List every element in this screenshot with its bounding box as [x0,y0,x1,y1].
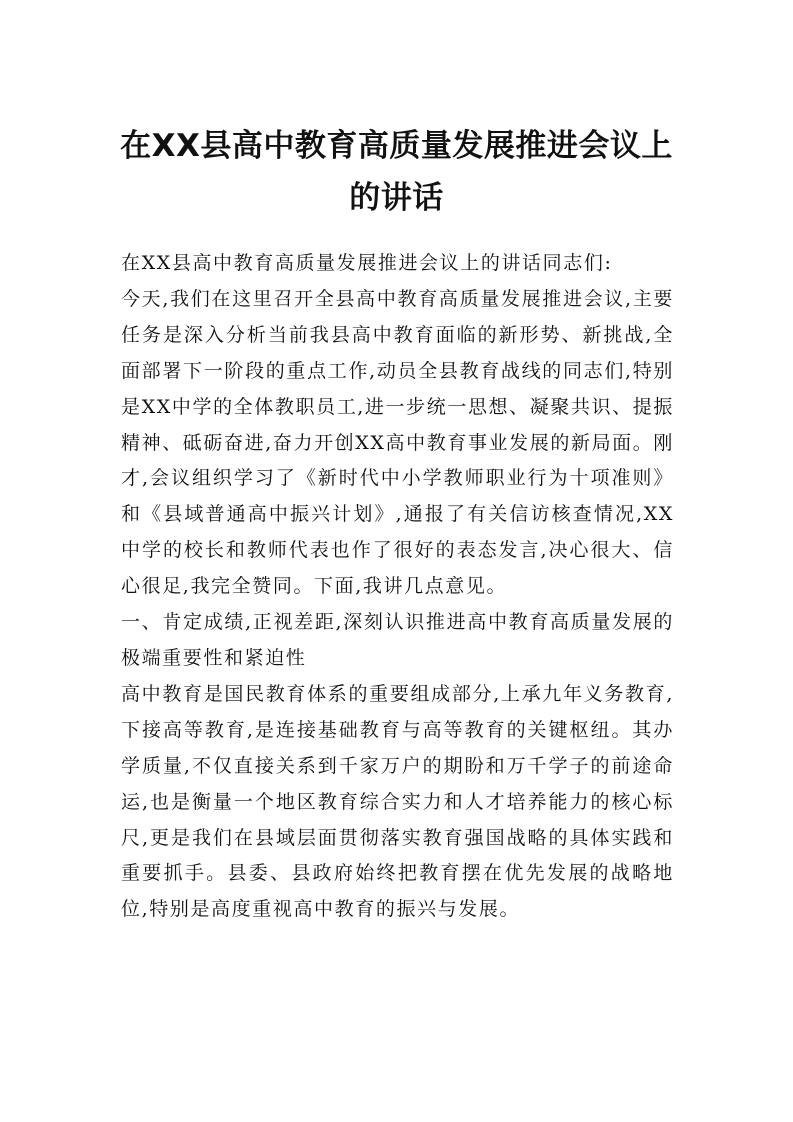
salutation-paragraph: 在XX县高中教育高质量发展推进会议上的讲话同志们: [121,252,613,274]
section-heading: 一、肯定成绩,正视差距,深刻认识推进高中教育高质量发展的极端重要性和紧迫性 [121,611,674,669]
document-body [121,246,674,928]
document-title: 在XX县高中教育高质量发展推进会议上的讲话 [120,128,673,216]
intro-paragraph: 今天,我们在这里召开全县高中教育高质量发展推进会议,主要任务是深入分析当前我县高中教育面临的新形势、新挑战,全面部署下一阶段的重点工作,动员全县教育战线的同志们,特别是XX中学的全体教职员工,进一步统一思想、凝聚共识、提振精神、砥砺奋进,奋力开创XX高中教育事业发展的新局面。刚才,会议组织学习了《新时代中小学教师职业行为十项准则》和《县域普通高中振兴计划》,通报了有关信访核查情况,XX中学的校长和教师代表也作了很好的表态发言,决心很大、信心很足,我完全赞同。下面,我讲几点意见。 [121,287,674,598]
body-paragraph: 高中教育是国民教育体系的重要组成部分,上承九年义务教育,下接高等教育,是连接基础教育与高等教育的关键枢纽。其办学质量,不仅直接关系到千家万户的期盼和万千学子的前途命运,也是衡量一个地区教育综合实力和人才培养能力的核心标尺,更是我们在县域层面贯彻落实教育强国战略的具体实践和重要抓手。县委、县政府始终把教育摆在优先发展的战略地位,特别是高度重视高中教育的振兴与发展。 [121,682,674,921]
